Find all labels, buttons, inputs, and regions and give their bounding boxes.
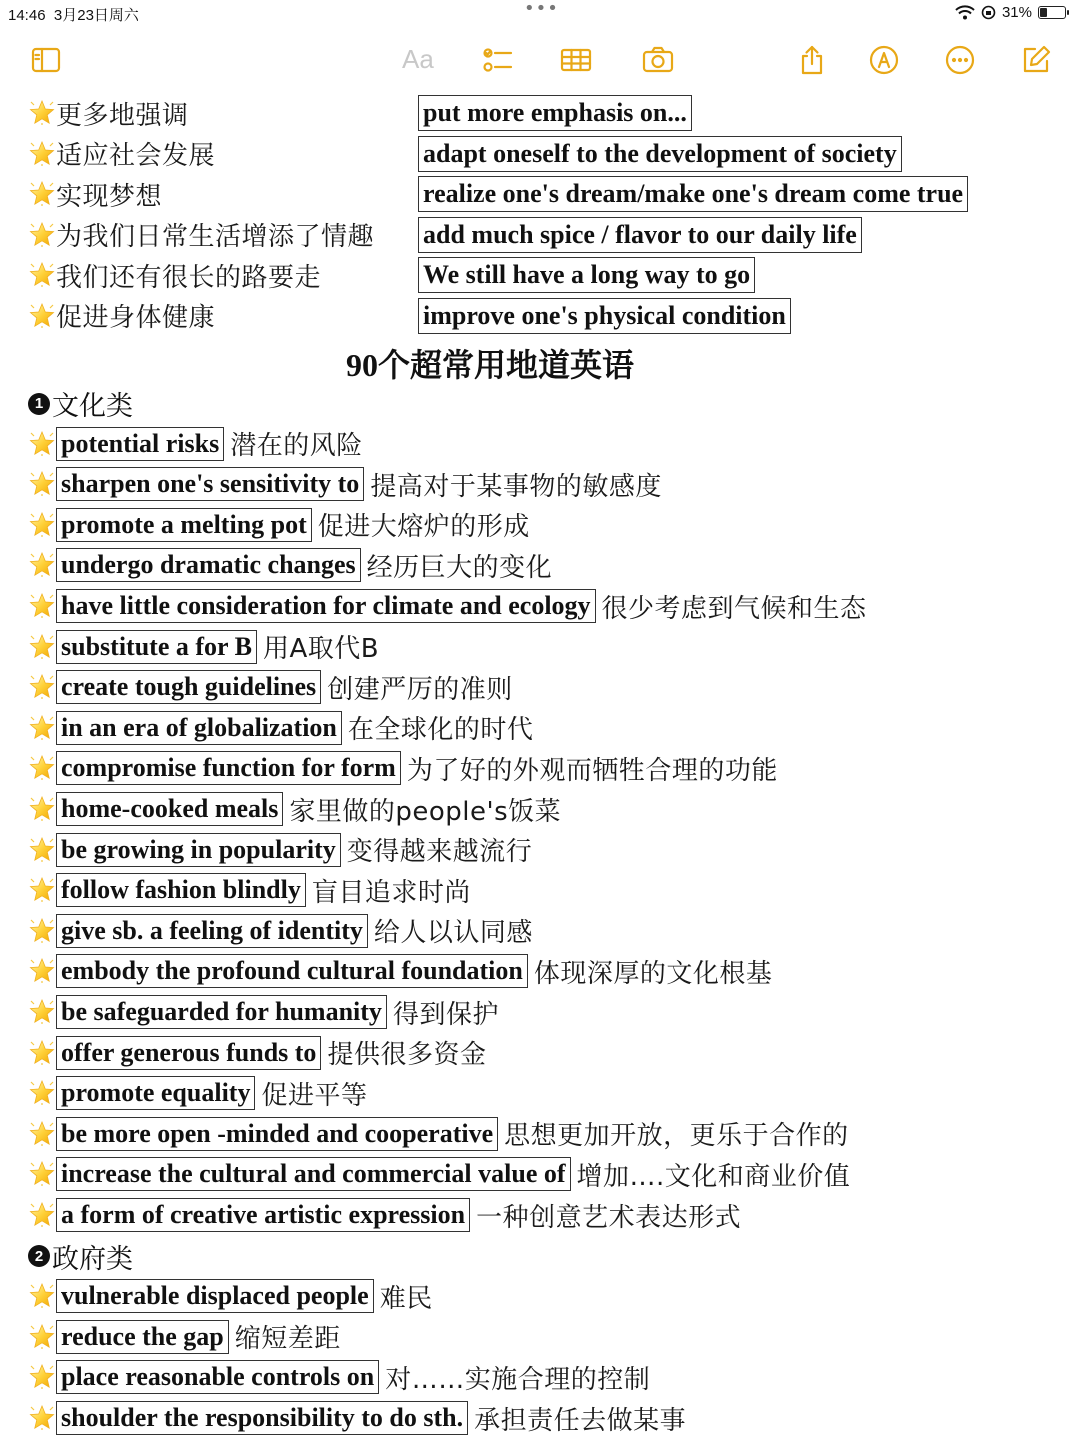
- multitasking-dots[interactable]: •••: [524, 0, 559, 19]
- chinese-phrase: 为我们日常生活增添了情趣: [56, 222, 375, 252]
- chinese-translation: 在全球化的时代: [347, 715, 534, 746]
- vocab-row: [28, 1358, 650, 1396]
- vocab-row: [28, 871, 471, 909]
- star-icon: [28, 795, 56, 823]
- vocab-row: [28, 465, 662, 503]
- chinese-translation: 很少考虑到气候和生态: [601, 593, 867, 624]
- chinese-translation: 思想更加开放，更乐于合作的: [504, 1121, 849, 1152]
- chinese-phrase: 促进身体健康: [56, 303, 216, 333]
- english-phrase-box: be safeguarded for humanity: [56, 995, 387, 1029]
- star-icon: [28, 714, 56, 742]
- status-bar: [0, 0, 1080, 28]
- english-phrase-box: potential risks: [56, 427, 224, 461]
- chinese-translation: 提高对于某事物的敏感度: [370, 471, 662, 502]
- phrase-pair-row: [28, 175, 162, 213]
- vocab-row: [28, 1074, 367, 1112]
- vocab-row: [28, 709, 533, 747]
- english-phrase-box: place reasonable controls on: [56, 1360, 379, 1394]
- vocab-row: [28, 546, 552, 584]
- share-icon[interactable]: [796, 44, 828, 76]
- star-icon: [28, 430, 56, 458]
- chinese-translation: 给人以认同感: [373, 918, 533, 949]
- chinese-translation: 为了好的外观而牺牲合理的功能: [406, 755, 778, 786]
- chinese-translation: 创建严厉的准则: [327, 674, 513, 705]
- vocab-row: [28, 952, 772, 990]
- vocab-row: [28, 587, 867, 625]
- star-icon: [28, 551, 56, 579]
- star-icon: [28, 261, 56, 289]
- vocab-row: [28, 1318, 341, 1356]
- status-time: 14:46 3月23日周六: [8, 7, 139, 24]
- star-icon: [28, 917, 56, 945]
- vocab-row: [28, 506, 530, 544]
- section-heading: [28, 384, 133, 423]
- chinese-phrase: 实现梦想: [56, 181, 163, 212]
- section-number-badge: 1: [28, 393, 50, 415]
- star-icon: [28, 1363, 56, 1391]
- chinese-translation: 缩短差距: [234, 1324, 341, 1355]
- english-phrase-box: be growing in popularity: [56, 833, 341, 867]
- english-phrase-box: promote a melting pot: [56, 508, 312, 542]
- english-phrase-box: realize one's dream/make one's dream come true: [418, 176, 968, 212]
- star-icon: [28, 876, 56, 904]
- chinese-phrase: 适应社会发展: [56, 141, 216, 171]
- vocab-row: [28, 993, 499, 1031]
- english-phrase-box: add much spice / flavor to our daily life: [418, 217, 862, 253]
- star-icon: [28, 1404, 56, 1432]
- chinese-translation: 对……实施合理的控制: [385, 1364, 651, 1395]
- phrase-pair-row: [28, 256, 321, 294]
- english-phrase-box: create tough guidelines: [56, 670, 321, 704]
- star-icon: [28, 1160, 56, 1188]
- english-phrase-box: We still have a long way to go: [418, 257, 755, 293]
- english-phrase-box: reduce the gap: [56, 1320, 229, 1354]
- chinese-translation: 一种创意艺术表达形式: [476, 1202, 742, 1233]
- vocab-row: [28, 425, 363, 463]
- chinese-translation: 盲目追求时尚: [311, 877, 471, 908]
- star-icon: [28, 140, 56, 168]
- checklist-icon[interactable]: [482, 44, 514, 76]
- vocab-row: [28, 749, 778, 787]
- english-phrase-box: follow fashion blindly: [56, 873, 306, 907]
- star-icon: [28, 754, 56, 782]
- compose-icon[interactable]: [1020, 44, 1052, 76]
- chinese-translation: 潜在的风险: [230, 431, 363, 462]
- markup-icon[interactable]: [868, 44, 900, 76]
- chinese-translation: 用A取代B: [262, 634, 380, 665]
- star-icon: [28, 998, 56, 1026]
- star-icon: [28, 633, 56, 661]
- chinese-translation: 得到保护: [392, 999, 499, 1030]
- more-icon[interactable]: [944, 44, 976, 76]
- star-icon: [28, 673, 56, 701]
- battery-icon: [1038, 6, 1066, 19]
- english-phrase-box: improve one's physical condition: [418, 298, 791, 334]
- chinese-translation: 变得越来越流行: [346, 837, 533, 868]
- vocab-row: [28, 790, 561, 828]
- english-phrase-box: adapt oneself to the development of society: [418, 136, 902, 172]
- chinese-translation: 促进大熔炉的形成: [317, 512, 530, 543]
- phrase-pair-row: [28, 94, 189, 132]
- star-icon: [28, 1079, 56, 1107]
- vocab-row: [28, 1277, 433, 1315]
- star-icon: [28, 1282, 56, 1310]
- battery-fill: [1040, 8, 1047, 17]
- phrase-pair-row: [28, 135, 215, 173]
- vocab-row: [28, 1399, 686, 1437]
- star-icon: [28, 221, 56, 249]
- sidebar-icon[interactable]: [30, 44, 62, 76]
- star-icon: [28, 1201, 56, 1229]
- section-heading-text: 文化类: [52, 391, 133, 422]
- vocab-row: [28, 912, 533, 950]
- section-number-badge: 2: [28, 1245, 50, 1267]
- english-phrase-box: compromise function for form: [56, 751, 401, 785]
- english-phrase-box: sharpen one's sensitivity to: [56, 467, 364, 501]
- vocab-row: [28, 668, 513, 706]
- section-heading-text: 政府类: [52, 1243, 133, 1275]
- english-phrase-box: shoulder the responsibility to do sth.: [56, 1401, 468, 1435]
- english-phrase-box: substitute a for B: [56, 630, 257, 664]
- star-icon: [28, 511, 56, 539]
- chinese-translation: 体现深厚的文化根基: [533, 958, 773, 989]
- status-indicators: [955, 4, 1066, 21]
- camera-icon[interactable]: [642, 44, 674, 76]
- star-icon: [28, 836, 56, 864]
- english-phrase-box: give sb. a feeling of identity: [56, 914, 368, 948]
- english-phrase-box: vulnerable displaced people: [56, 1279, 374, 1313]
- chinese-translation: 家里做的people's饭菜: [289, 796, 562, 827]
- vocab-row: [28, 628, 379, 666]
- english-phrase-box: in an era of globalization: [56, 711, 342, 745]
- english-phrase-box: offer generous funds to: [56, 1036, 321, 1070]
- english-phrase-box: embody the profound cultural foundation: [56, 954, 528, 988]
- chinese-translation: 难民: [379, 1283, 433, 1314]
- phrase-pair-row: [28, 297, 215, 335]
- chinese-phrase: 更多地强调: [56, 100, 189, 131]
- table-icon[interactable]: [560, 44, 592, 76]
- star-icon: [28, 1323, 56, 1351]
- star-icon: [28, 180, 56, 208]
- chinese-phrase: 我们还有很长的路要走: [56, 262, 322, 293]
- phrase-pair-row: [28, 216, 374, 254]
- star-icon: [28, 1039, 56, 1067]
- note-title: 90个超常用地道英语: [345, 347, 634, 383]
- chinese-translation: 增加….文化和商业价值: [576, 1161, 851, 1192]
- format-text-button[interactable]: Aa: [402, 44, 434, 74]
- chinese-translation: 提供很多资金: [327, 1040, 487, 1071]
- chinese-translation: 承担责任去做某事: [474, 1405, 687, 1436]
- vocab-row: [28, 1155, 850, 1193]
- chinese-translation: 促进平等: [261, 1080, 368, 1111]
- star-icon: [28, 302, 56, 330]
- star-icon: [28, 1120, 56, 1148]
- section-heading: [28, 1237, 133, 1276]
- vocab-row: [28, 831, 532, 869]
- wifi-icon: [955, 5, 975, 20]
- orientation-lock-icon: [981, 5, 996, 20]
- english-phrase-box: undergo dramatic changes: [56, 548, 361, 582]
- chinese-translation: 经历巨大的变化: [366, 552, 553, 583]
- vocab-row: [28, 1034, 486, 1072]
- english-phrase-box: home-cooked meals: [56, 792, 283, 826]
- english-phrase-box: increase the cultural and commercial value of: [56, 1157, 571, 1191]
- star-icon: [28, 470, 56, 498]
- battery-percent: 31%: [1001, 4, 1032, 21]
- english-phrase-box: a form of creative artistic expression: [56, 1198, 470, 1232]
- star-icon: [28, 592, 56, 620]
- vocab-row: [28, 1196, 741, 1234]
- english-phrase-box: put more emphasis on...: [418, 95, 692, 131]
- star-icon: [28, 99, 56, 127]
- english-phrase-box: have little consideration for climate and ecology: [56, 589, 596, 623]
- english-phrase-box: be more open -minded and cooperative: [56, 1117, 498, 1151]
- english-phrase-box: promote equality: [56, 1076, 255, 1110]
- star-icon: [28, 957, 56, 985]
- vocab-row: [28, 1115, 849, 1153]
